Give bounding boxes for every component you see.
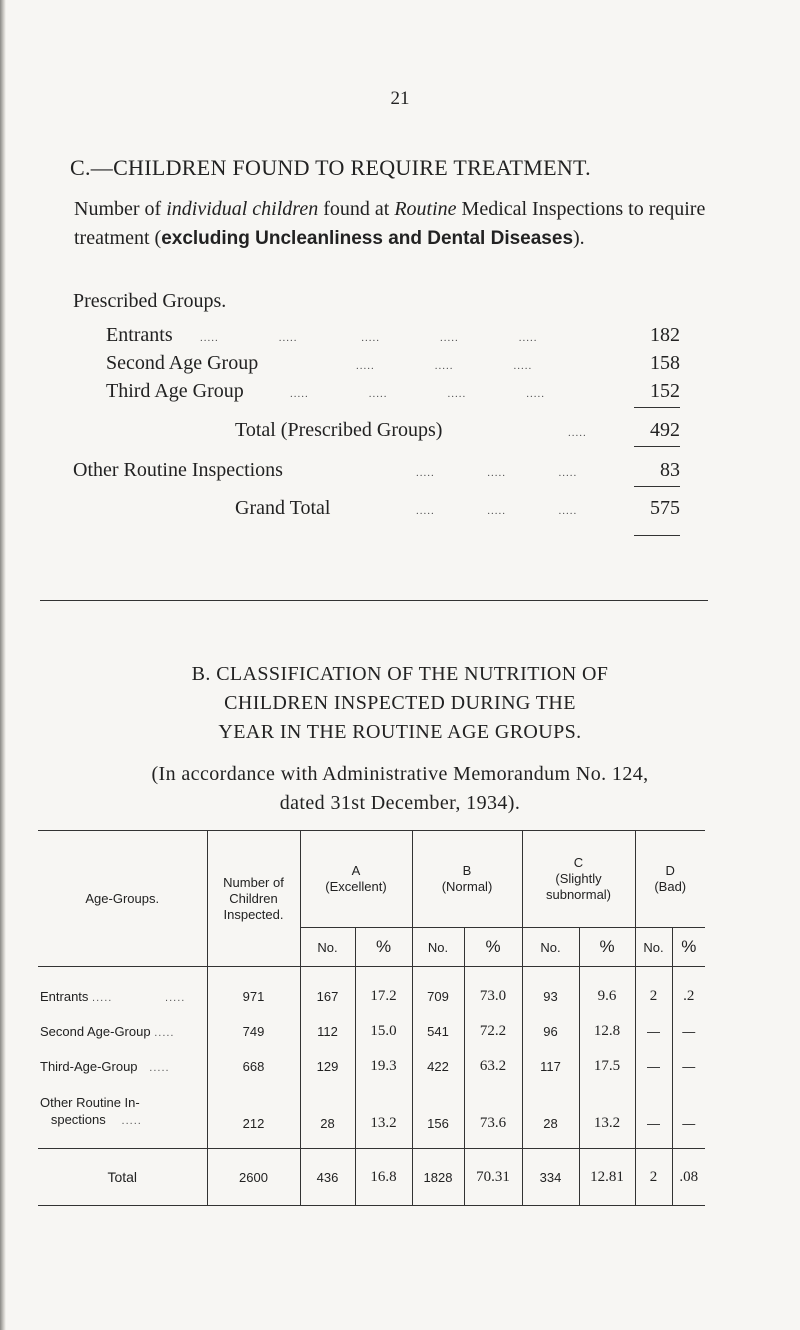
intro-text: Number of	[74, 198, 167, 220]
sub-header-pct: %	[579, 928, 635, 967]
leader-dots: ..... ..... .....	[416, 505, 578, 517]
header-text: C	[573, 855, 584, 870]
page-number: 21	[390, 88, 410, 109]
sum-rule	[634, 446, 680, 447]
total-inspected: 2600	[207, 1149, 300, 1206]
header-text: subnormal)	[545, 887, 612, 902]
row-label-text: Entrants	[40, 989, 89, 1004]
entrants-label: Entrants	[106, 324, 173, 346]
table-row	[38, 967, 705, 1015]
header-text: D	[665, 863, 675, 878]
intro-italic: Routine	[394, 198, 457, 220]
cell-b-no: 422	[412, 1049, 464, 1084]
grand-total-label: Grand Total	[235, 497, 331, 519]
header-text: (Excellent)	[325, 879, 387, 894]
row-label-text: Second Age-Group	[40, 1024, 151, 1039]
row-label	[38, 967, 207, 1015]
col-age-groups-header	[38, 831, 207, 967]
cell-c-pct: 13.2	[579, 1084, 635, 1149]
leader-dots: ..... ..... .....	[416, 467, 578, 479]
row-label-text: spections	[50, 1112, 106, 1127]
section-c-intro	[74, 195, 734, 253]
cell-c-pct: 17.5	[579, 1049, 635, 1084]
leader-dots: ..... .....	[92, 992, 186, 1004]
cell-a-pct: 15.0	[355, 1014, 412, 1049]
intro-text: found at	[318, 198, 395, 220]
total-d-no: 2	[635, 1149, 672, 1206]
total-c-no: 334	[522, 1149, 579, 1206]
cell-inspected: 668	[207, 1049, 300, 1084]
section-divider	[40, 600, 708, 601]
header-text: Children	[229, 890, 278, 906]
leader-dots: ..... ..... ..... .....	[290, 388, 545, 400]
cell-c-no: 96	[522, 1014, 579, 1049]
cell-inspected: 212	[207, 1084, 300, 1149]
section-b-heading-line3: YEAR IN THE ROUTINE AGE GROUPS.	[218, 721, 582, 743]
leader-dots: .....	[109, 1115, 142, 1127]
table-row	[38, 1014, 705, 1049]
leader-dots: ..... ..... ..... ..... .....	[200, 332, 538, 344]
cell-c-no: 28	[522, 1084, 579, 1149]
cell-c-pct: 12.8	[579, 1014, 635, 1049]
cell-b-pct: 73.0	[464, 967, 522, 1015]
header-text: Age-Groups.	[85, 890, 160, 906]
total-c-pct: 12.81	[579, 1149, 635, 1206]
cell-b-pct: 73.6	[464, 1084, 522, 1149]
cell-d-pct: .2	[672, 967, 705, 1015]
header-text: Number of	[223, 874, 284, 890]
other-routine-value: 83	[660, 459, 680, 481]
intro-bold: excluding Uncleanliness and Dental Diseases	[161, 228, 574, 249]
total-b-no: 1828	[412, 1149, 464, 1206]
leader-dots: .....	[568, 427, 587, 439]
grand-total-value: 575	[650, 497, 680, 519]
second-age-group-value: 158	[650, 352, 680, 374]
row-label	[38, 1084, 207, 1149]
cell-d-pct: —	[672, 1049, 705, 1084]
cell-c-no: 93	[522, 967, 579, 1015]
group-a-header	[300, 831, 412, 928]
total-a-no: 436	[300, 1149, 355, 1206]
leader-dots: .....	[141, 1062, 170, 1074]
cell-inspected: 749	[207, 1014, 300, 1049]
section-b-heading-line1: B. CLASSIFICATION OF THE NUTRITION OF	[191, 663, 609, 685]
row-label-text: Other Routine In-	[40, 1095, 140, 1110]
cell-a-no: 167	[300, 967, 355, 1015]
cell-c-no: 117	[522, 1049, 579, 1084]
cell-a-pct: 17.2	[355, 967, 412, 1015]
other-routine-label: Other Routine Inspections	[73, 459, 283, 481]
header-text: (Normal)	[441, 879, 493, 894]
cell-d-pct: —	[672, 1014, 705, 1049]
total-a-pct: 16.8	[355, 1149, 412, 1206]
cell-d-no: —	[635, 1049, 672, 1084]
intro-text: ).	[573, 227, 585, 249]
cell-b-pct: 72.2	[464, 1014, 522, 1049]
sum-rule	[634, 535, 680, 536]
cell-b-pct: 63.2	[464, 1049, 522, 1084]
sub-header-no: No.	[300, 928, 355, 967]
cell-a-no: 112	[300, 1014, 355, 1049]
cell-a-no: 28	[300, 1084, 355, 1149]
leader-dots: ..... ..... .....	[356, 360, 533, 372]
cell-d-no: —	[635, 1014, 672, 1049]
section-b-note-line1: (In accordance with Administrative Memorandum No. 124,	[151, 763, 649, 785]
leader-dots: .....	[154, 1027, 175, 1039]
sub-header-no: No.	[412, 928, 464, 967]
cell-b-no: 156	[412, 1084, 464, 1149]
sub-header-no: No.	[522, 928, 579, 967]
section-c-heading: C.—CHILDREN FOUND TO REQUIRE TREATMENT.	[70, 155, 591, 180]
row-label	[38, 1014, 207, 1049]
group-c-header	[522, 831, 635, 928]
entrants-value: 182	[650, 324, 680, 346]
sub-header-pct: %	[355, 928, 412, 967]
header-text: B	[462, 863, 472, 878]
group-d-header	[635, 831, 705, 928]
cell-a-no: 129	[300, 1049, 355, 1084]
col-number-inspected-header	[207, 831, 300, 967]
cell-d-no: —	[635, 1084, 672, 1149]
cell-c-pct: 9.6	[579, 967, 635, 1015]
row-label-text: Third-Age-Group	[40, 1059, 138, 1074]
section-b-note-line2: dated 31st December, 1934).	[279, 792, 521, 814]
intro-italic: individual children	[166, 198, 319, 220]
total-prescribed-label: Total (Prescribed Groups)	[235, 419, 443, 441]
section-b-heading-line2: CHILDREN INSPECTED DURING THE	[224, 692, 576, 714]
third-age-group-value: 152	[650, 380, 680, 402]
sum-rule	[634, 407, 680, 408]
total-row	[38, 1149, 705, 1206]
total-prescribed-value: 492	[650, 419, 680, 441]
cell-b-no: 541	[412, 1014, 464, 1049]
total-label: Total	[107, 1169, 138, 1185]
sum-rule	[634, 486, 680, 487]
sub-header-pct: %	[464, 928, 522, 967]
group-b-header	[412, 831, 522, 928]
third-age-group-label: Third Age Group	[106, 380, 244, 402]
table-row	[38, 1084, 705, 1149]
cell-b-no: 709	[412, 967, 464, 1015]
table-row	[38, 1049, 705, 1084]
sub-header-no: No.	[635, 928, 672, 967]
cell-a-pct: 19.3	[355, 1049, 412, 1084]
prescribed-groups-label: Prescribed Groups.	[73, 290, 227, 312]
second-age-group-label: Second Age Group	[106, 352, 259, 374]
header-text: Inspected.	[223, 906, 284, 922]
row-label	[38, 1049, 207, 1084]
header-text: (Bad)	[654, 879, 687, 894]
cell-d-pct: —	[672, 1084, 705, 1149]
cell-a-pct: 13.2	[355, 1084, 412, 1149]
sub-header-pct: %	[672, 928, 705, 967]
nutrition-table	[38, 830, 705, 1206]
intro-text: Medical Inspections to require treatment (	[74, 198, 706, 249]
header-text: A	[351, 863, 361, 878]
cell-d-no: 2	[635, 967, 672, 1015]
cell-inspected: 971	[207, 967, 300, 1015]
total-b-pct: 70.31	[464, 1149, 522, 1206]
total-d-pct: .08	[672, 1149, 705, 1206]
header-text: (Slightly	[555, 871, 602, 886]
